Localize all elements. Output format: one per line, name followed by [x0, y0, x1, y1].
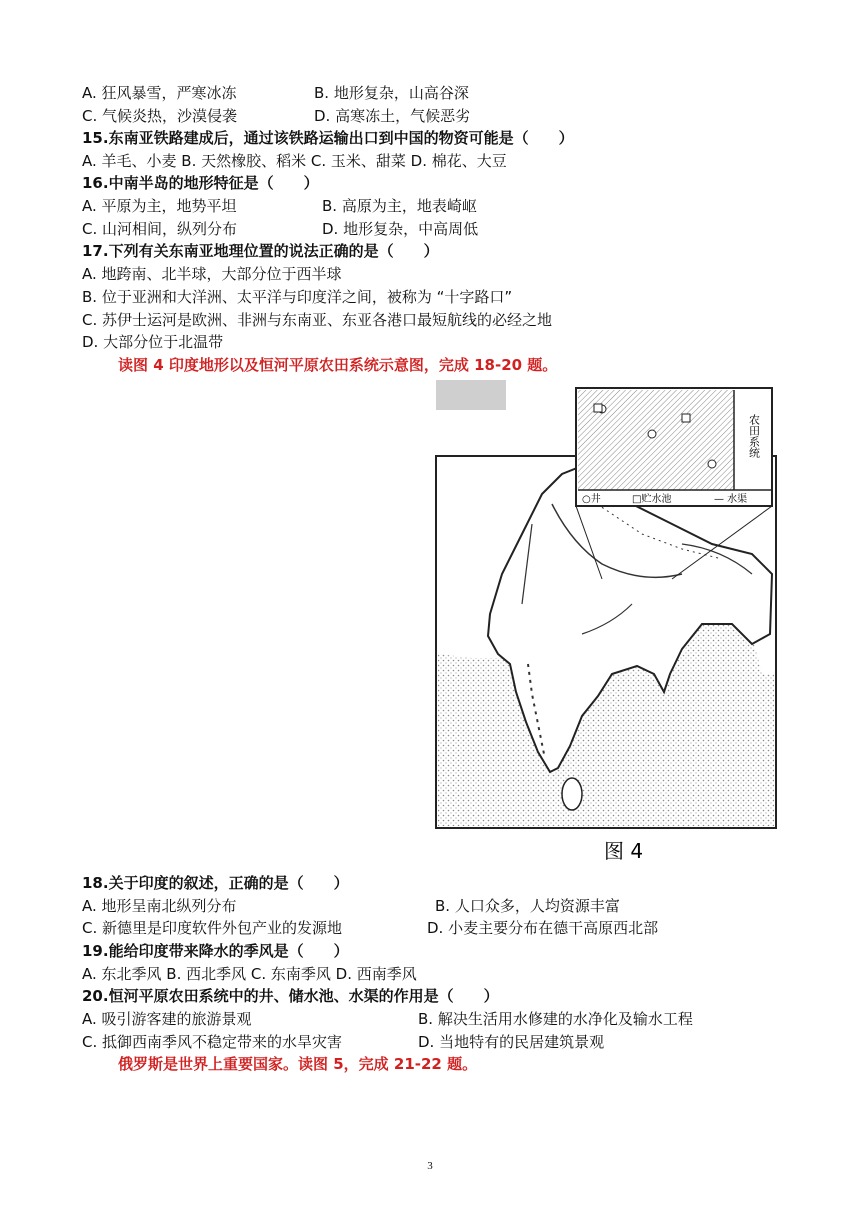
pond-icon — [594, 404, 602, 412]
figure4-map — [432, 374, 782, 864]
figure4-caption: 图 4 — [604, 839, 644, 863]
q17-option-a: A. 地跨南、北半球，大部分位于西半球 — [82, 265, 342, 283]
q14-option-d: D. 高寒冻土，气候恶劣 — [314, 107, 471, 125]
legend-canal: — 水渠 — [714, 494, 748, 505]
q18-option-a: A. 地形呈南北纵列分布 — [82, 897, 237, 915]
well-icon — [708, 460, 716, 468]
q17-option-c: C. 苏伊士运河是欧洲、非洲与东南亚、东亚各港口最短航线的必经之地 — [82, 311, 553, 329]
q19-options: A. 东北季风 B. 西北季风 C. 东南季风 D. 西南季风 — [82, 965, 417, 983]
q16-option-c: C. 山河相间，纵列分布 — [82, 220, 238, 238]
q19-stem: 19.能给印度带来降水的季风是（ ） — [82, 942, 349, 960]
q20-stem: 20.恒河平原农田系统中的井、储水池、水渠的作用是（ ） — [82, 987, 499, 1005]
q18-option-d: D. 小麦主要分布在德干高原西北部 — [427, 919, 659, 937]
q20-option-c: C. 抵御西南季风不稳定带来的水旱灾害 — [82, 1033, 343, 1051]
q20-option-b: B. 解决生活用水修建的水净化及输水工程 — [418, 1010, 693, 1028]
instruction-figure5: 俄罗斯是世界上重要国家。读图 5，完成 21-22 题。 — [118, 1055, 478, 1073]
q14-option-b: B. 地形复杂，山高谷深 — [314, 84, 469, 102]
q15-options: A. 羊毛、小麦 B. 天然橡胶、稻米 C. 玉米、甜菜 D. 棉花、大豆 — [82, 152, 507, 170]
q18-option-c: C. 新德里是印度软件外包产业的发源地 — [82, 919, 343, 937]
inset-title: 农田系统 — [747, 414, 761, 458]
q20-option-d: D. 当地特有的民居建筑景观 — [418, 1033, 605, 1051]
q16-option-a: A. 平原为主，地势平坦 — [82, 197, 237, 215]
sri-lanka — [562, 778, 582, 810]
legend-well: ○井 — [582, 494, 601, 505]
q18-option-b: B. 人口众多，人均资源丰富 — [435, 897, 620, 915]
q15-stem: 15.东南亚铁路建成后，通过该铁路运输出口到中国的物资可能是（ ） — [82, 129, 574, 147]
q14-option-c: C. 气候炎热，沙漠侵袭 — [82, 107, 238, 125]
q16-option-d: D. 地形复杂，中高周低 — [322, 220, 479, 238]
q16-stem: 16.中南半岛的地形特征是（ ） — [82, 174, 319, 192]
blurred-watermark — [436, 380, 506, 410]
instruction-figure4: 读图 4 印度地形以及恒河平原农田系统示意图，完成 18-20 题。 — [118, 356, 558, 374]
q18-stem: 18.关于印度的叙述，正确的是（ ） — [82, 874, 349, 892]
pond-icon — [682, 414, 690, 422]
page-number: 3 — [427, 1160, 433, 1172]
legend-pond: □贮水池 — [632, 494, 672, 505]
q14-option-a: A. 狂风暴雪，严寒冰冻 — [82, 84, 237, 102]
q17-option-d: D. 大部分位于北温带 — [82, 333, 224, 351]
q17-stem: 17.下列有关东南亚地理位置的说法正确的是（ ） — [82, 242, 439, 260]
q17-option-b: B. 位于亚洲和大洋洲、太平洋与印度洋之间，被称为 “十字路口” — [82, 288, 513, 306]
q16-option-b: B. 高原为主，地表崎岖 — [322, 197, 477, 215]
well-icon — [648, 430, 656, 438]
q20-option-a: A. 吸引游客建的旅游景观 — [82, 1010, 252, 1028]
